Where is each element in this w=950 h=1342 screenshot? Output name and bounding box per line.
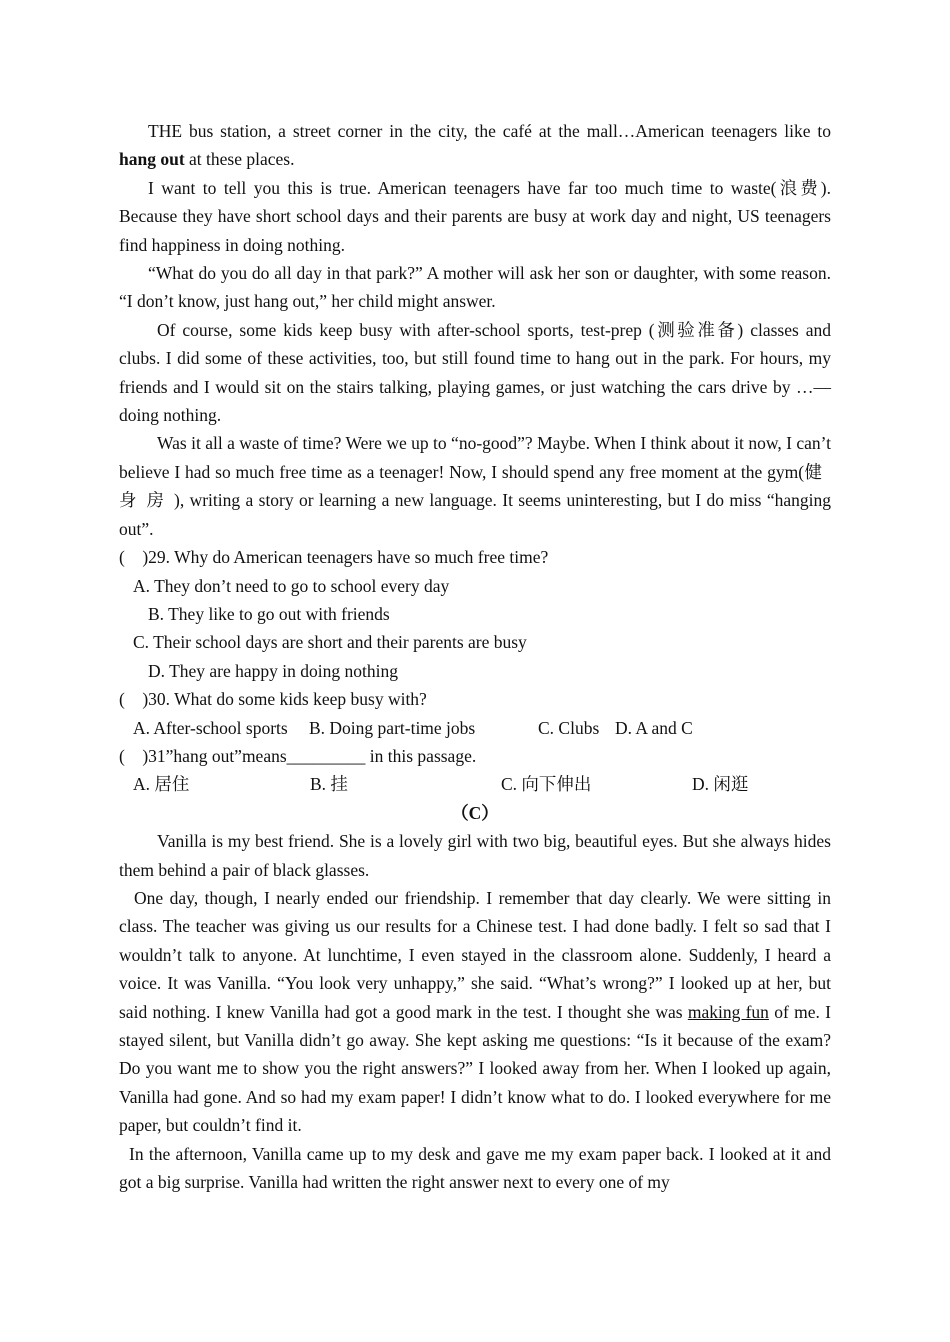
underlined-phrase: making fun — [687, 1001, 769, 1022]
question-30-option-c: C. Clubs — [538, 717, 600, 738]
question-29-option-a: A. They don’t need to go to school every day — [133, 575, 450, 596]
document-page — [119, 117, 831, 1196]
paragraph-text: One day, though, I nearly ended our friendship. I remember that day clearly. We were sitting in class. The teacher was giving us our results for a Chinese test. I had done badly. I felt so sad that I wouldn’t talk to anyone. At lunchtime, I even stayed in the classroom alone. Suddenly, I heard a voice. It was Vanilla. “You look very unhappy,” she said. “What’s wrong?” I looked up at her, but said nothing. I knew Vanilla had got a good mark in the test. I thought she was — [119, 887, 831, 1022]
question-30-stem: ( )30. What do some kids keep busy with? — [119, 689, 427, 710]
question-29-option-d: D. They are happy in doing nothing — [148, 660, 398, 681]
paragraph-text: ), writing a story or learning a new language. It seems uninteresting, but I do miss “hanging out”. — [119, 490, 831, 539]
passage-c-paragraph-1: Vanilla is my best friend. She is a lovely girl with two big, beautiful eyes. But she always hides them behind a pair of black glasses. — [119, 831, 831, 880]
section-c-heading: （C） — [451, 802, 499, 823]
chinese-gloss: 健身房 — [119, 461, 832, 511]
passage-c-paragraph-3: In the afternoon, Vanilla came up to my desk and gave me my exam paper back. I looked at it and got a big surprise. Vanilla had written the right answer next to every one of my — [119, 1143, 831, 1193]
passage-b-paragraph-1 — [119, 117, 831, 174]
question-30-options — [119, 714, 831, 742]
question-29-stem: ( )29. Why do American teenagers have so much free time? — [119, 547, 549, 568]
paragraph-text: at these places. — [184, 149, 295, 170]
question-29-option-b: B. They like to go out with friends — [148, 603, 390, 624]
question-31-stem: ( )31”hang out”means_________ in this passage. — [119, 745, 477, 766]
passage-b-paragraph-3: “What do you do all day in that park?” A mother will ask her son or daughter, with some reason. “I don’t know, just hang out,” her child might answer. — [119, 263, 831, 312]
question-31-option-c: C. 向下伸出 — [501, 774, 592, 795]
bold-phrase: hang out — [119, 149, 185, 170]
passage-b-paragraph-4: Of course, some kids keep busy with after-school sports, test-prep (测验准备) classes and clubs. I did some of these activities, too, but still found time to hang out in the park. For hours, my friends and I would sit on the stairs talking, playing games, or just watching the cars drive by …— doing nothing. — [119, 319, 831, 426]
passage-b-paragraph-5 — [119, 429, 831, 543]
paragraph-text: Was it all a waste of time? Were we up to “no-good”? Maybe. When I think about it now, I can’t believe I had so much free time as a teenager! Now, I should spend any free moment at the gym( — [119, 433, 831, 482]
question-30-option-a: A. After-school sports — [133, 717, 288, 738]
passage-b-paragraph-2: I want to tell you this is true. American teenagers have far too much time to waste(浪费). Because they have short school days and their parents are busy at work day and night, US teenagers find happiness in doing nothing. — [119, 177, 831, 255]
question-30-option-b: B. Doing part-time jobs — [309, 717, 476, 738]
paragraph-text: THE bus station, a street corner in the city, the café at the mall…American teenagers like to — [148, 121, 831, 141]
question-31-option-a: A. 居住 — [133, 774, 190, 795]
passage-c-paragraph-2 — [119, 884, 831, 1140]
question-29-option-c: C. Their school days are short and their parents are busy — [133, 632, 527, 653]
paragraph-text: of me. I stayed silent, but Vanilla didn’t go away. She kept asking me questions: “Is it because of the exam? Do you want me to show you the right answers?” I looked away from her. When I looked up again, Vanilla had gone. And so had my exam paper! I didn’t know what to do. I looked everywhere for me paper, but couldn’t find it. — [119, 1001, 831, 1136]
question-30-option-d: D. A and C — [615, 717, 693, 738]
question-31-option-b: B. 挂 — [310, 774, 348, 795]
question-31-option-d: D. 闲逛 — [692, 774, 749, 795]
question-31-options — [119, 770, 831, 798]
